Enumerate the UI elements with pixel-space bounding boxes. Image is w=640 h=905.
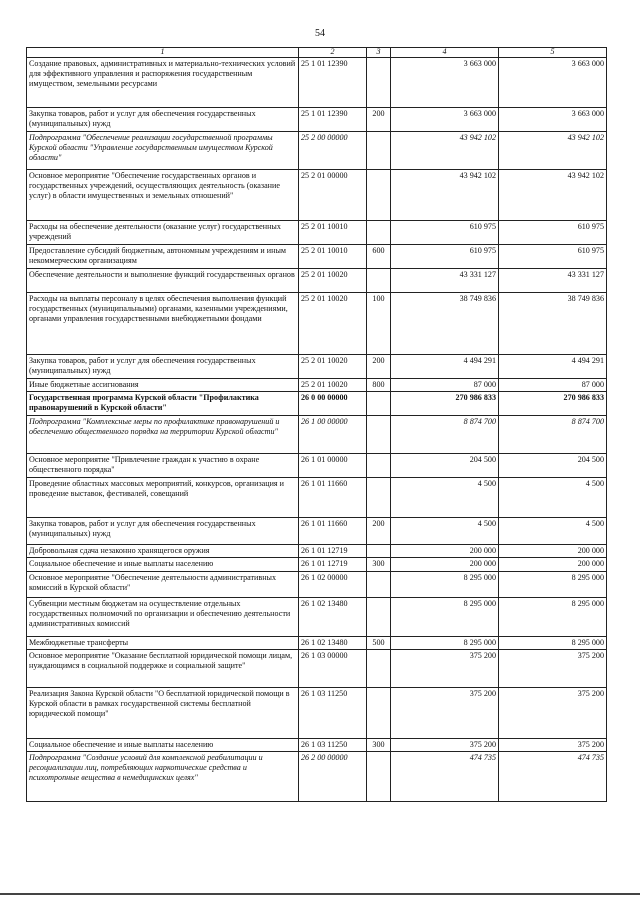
row-amount1-cell: 38 749 836 [391,293,499,355]
row-csr-cell: 25 2 01 10020 [299,379,367,392]
row-amount2-cell: 610 975 [499,221,607,245]
table-row [27,379,607,392]
row-amount2-cell: 4 494 291 [499,355,607,379]
table-row [27,355,607,379]
row-vr-cell [367,545,391,558]
row-name-cell: Расходы на обеспечение деятельности (оказание услуг) государственных учреждений [27,221,299,245]
row-name-cell: Социальное обеспечение и иные выплаты населению [27,738,299,751]
row-amount1-cell: 200 000 [391,545,499,558]
row-csr-cell: 26 1 01 11660 [299,518,367,545]
row-name-cell: Социальное обеспечение и иные выплаты населению [27,558,299,571]
row-csr-cell: 26 1 02 13480 [299,636,367,649]
row-amount2-cell: 200 000 [499,558,607,571]
row-csr-cell: 26 1 02 13480 [299,597,367,636]
row-name-cell: Реализация Закона Курской области "О бесплатной юридической помощи в Курской области в рамках государственной системы бесплатной юридической помощи" [27,687,299,738]
row-amount2-cell: 87 000 [499,379,607,392]
row-csr-cell: 25 2 01 10020 [299,269,367,293]
row-vr-cell [367,752,391,802]
column-header: 4 [391,48,499,58]
row-name-cell: Основное мероприятие "Обеспечение государственных органов и государственных учреждений, осуществляющих деятельность (оказание услуг) в области имущественных и земельных отношений" [27,170,299,221]
row-name-cell: Закупка товаров, работ и услуг для обеспечения государственных (муниципальных) нужд [27,518,299,545]
table-header-row [27,48,607,58]
row-vr-cell [367,454,391,478]
row-vr-cell: 300 [367,558,391,571]
column-header: 1 [27,48,299,58]
table-row [27,170,607,221]
row-vr-cell [367,649,391,687]
table-row [27,738,607,751]
row-vr-cell: 500 [367,636,391,649]
row-amount1-cell: 43 942 102 [391,170,499,221]
table-row [27,454,607,478]
row-vr-cell: 600 [367,245,391,269]
row-name-cell: Межбюджетные трансферты [27,636,299,649]
table-row [27,687,607,738]
table-row [27,545,607,558]
row-name-cell: Подпрограмма "Обеспечение реализации государственной программы Курской области "Управление государственным имуществом Курской области" [27,132,299,170]
row-amount2-cell: 3 663 000 [499,108,607,132]
row-amount1-cell: 474 735 [391,752,499,802]
row-name-cell: Подпрограмма "Создание условий для комплексной реабилитации и ресоциализации лиц, потребляющих наркотические средства и психотропные вещества в немедицинских целях" [27,752,299,802]
row-csr-cell: 26 1 00 00000 [299,416,367,454]
row-name-cell: Расходы на выплаты персоналу в целях обеспечения выполнения функций государственных (муниципальными) органами, казенными учреждениями, органами управления государственными внебюджетными фондами [27,293,299,355]
row-amount1-cell: 43 331 127 [391,269,499,293]
row-csr-cell: 26 2 00 00000 [299,752,367,802]
row-csr-cell: 26 1 02 00000 [299,571,367,597]
row-name-cell: Обеспечение деятельности и выполнение функций государственных органов [27,269,299,293]
row-vr-cell: 300 [367,738,391,751]
table-row [27,518,607,545]
row-csr-cell: 26 1 03 00000 [299,649,367,687]
row-amount1-cell: 3 663 000 [391,58,499,108]
table-row [27,636,607,649]
row-vr-cell: 200 [367,108,391,132]
row-amount1-cell: 87 000 [391,379,499,392]
row-name-cell: Государственная программа Курской области "Профилактика правонарушений в Курской области" [27,392,299,416]
table-row [27,597,607,636]
row-amount1-cell: 204 500 [391,454,499,478]
row-amount2-cell: 375 200 [499,649,607,687]
row-vr-cell [367,597,391,636]
row-amount1-cell: 4 494 291 [391,355,499,379]
row-vr-cell [367,269,391,293]
row-vr-cell [367,687,391,738]
column-header: 2 [299,48,367,58]
row-amount1-cell: 43 942 102 [391,132,499,170]
row-amount1-cell: 4 500 [391,478,499,518]
row-vr-cell: 200 [367,355,391,379]
row-amount2-cell: 38 749 836 [499,293,607,355]
table-row [27,571,607,597]
row-amount2-cell: 43 331 127 [499,269,607,293]
table-row [27,649,607,687]
row-vr-cell: 100 [367,293,391,355]
table-row [27,478,607,518]
row-amount2-cell: 474 735 [499,752,607,802]
row-vr-cell [367,392,391,416]
row-amount1-cell: 270 986 833 [391,392,499,416]
page-bottom-rule [0,893,640,895]
row-name-cell: Добровольная сдача незаконно хранящегося оружия [27,545,299,558]
table-row [27,245,607,269]
row-amount2-cell: 375 200 [499,738,607,751]
row-amount1-cell: 8 295 000 [391,597,499,636]
table-row [27,416,607,454]
row-name-cell: Основное мероприятие "Обеспечение деятельности административных комиссий в Курской области" [27,571,299,597]
row-vr-cell [367,221,391,245]
row-csr-cell: 26 1 03 11250 [299,738,367,751]
row-amount1-cell: 8 874 700 [391,416,499,454]
table-row [27,293,607,355]
row-vr-cell [367,170,391,221]
row-csr-cell: 25 2 01 00000 [299,170,367,221]
row-amount1-cell: 375 200 [391,649,499,687]
table-row [27,558,607,571]
row-csr-cell: 26 0 00 00000 [299,392,367,416]
row-amount2-cell: 4 500 [499,518,607,545]
row-amount2-cell: 8 295 000 [499,597,607,636]
row-amount2-cell: 8 874 700 [499,416,607,454]
row-amount2-cell: 8 295 000 [499,636,607,649]
row-vr-cell [367,132,391,170]
row-name-cell: Субвенции местным бюджетам на осуществление отдельных государственных полномочий по организации и обеспечению деятельности административных комиссий [27,597,299,636]
row-csr-cell: 26 1 01 11660 [299,478,367,518]
row-name-cell: Создание правовых, административных и материально-технических условий для эффективного управления и распоряжения государственным имуществом, земельными ресурсами [27,58,299,108]
column-header: 3 [367,48,391,58]
column-header: 5 [499,48,607,58]
row-amount1-cell: 375 200 [391,687,499,738]
row-name-cell: Основное мероприятие "Оказание бесплатной юридической помощи лицам, нуждающимся в социальной поддержке и социальной защите" [27,649,299,687]
row-amount2-cell: 200 000 [499,545,607,558]
table-row [27,108,607,132]
row-vr-cell [367,416,391,454]
row-amount2-cell: 270 986 833 [499,392,607,416]
row-name-cell: Закупка товаров, работ и услуг для обеспечения государственных (муниципальных) нужд [27,108,299,132]
row-vr-cell: 200 [367,518,391,545]
row-csr-cell: 25 2 00 00000 [299,132,367,170]
row-amount2-cell: 3 663 000 [499,58,607,108]
row-csr-cell: 25 2 01 10020 [299,293,367,355]
row-amount1-cell: 8 295 000 [391,636,499,649]
row-amount1-cell: 8 295 000 [391,571,499,597]
table-row [27,269,607,293]
row-vr-cell [367,478,391,518]
row-csr-cell: 25 1 01 12390 [299,108,367,132]
row-name-cell: Иные бюджетные ассигнования [27,379,299,392]
row-amount2-cell: 43 942 102 [499,132,607,170]
row-amount2-cell: 610 975 [499,245,607,269]
row-amount1-cell: 610 975 [391,245,499,269]
row-name-cell: Основное мероприятие "Привлечение граждан к участию в охране общественного порядка" [27,454,299,478]
table-row [27,58,607,108]
row-amount2-cell: 8 295 000 [499,571,607,597]
row-amount1-cell: 610 975 [391,221,499,245]
page-number: 54 [315,28,325,39]
table-row [27,752,607,802]
row-amount2-cell: 43 942 102 [499,170,607,221]
row-amount1-cell: 200 000 [391,558,499,571]
row-name-cell: Закупка товаров, работ и услуг для обеспечения государственных (муниципальных) нужд [27,355,299,379]
row-amount2-cell: 204 500 [499,454,607,478]
row-amount2-cell: 375 200 [499,687,607,738]
table-row [27,132,607,170]
table-row [27,392,607,416]
row-csr-cell: 25 2 01 10020 [299,355,367,379]
row-amount1-cell: 375 200 [391,738,499,751]
table-body [27,58,607,802]
row-name-cell: Предоставление субсидий бюджетным, автономным учреждениям и иным некоммерческим организациям [27,245,299,269]
row-amount2-cell: 4 500 [499,478,607,518]
row-name-cell: Проведение областных массовых мероприятий, конкурсов, организация и проведение выставок, фестивалей, совещаний [27,478,299,518]
row-amount1-cell: 3 663 000 [391,108,499,132]
row-csr-cell: 26 1 01 12719 [299,558,367,571]
row-csr-cell: 26 1 01 12719 [299,545,367,558]
row-amount1-cell: 4 500 [391,518,499,545]
row-vr-cell [367,571,391,597]
row-csr-cell: 26 1 03 11250 [299,687,367,738]
row-csr-cell: 25 2 01 10010 [299,245,367,269]
row-csr-cell: 26 1 01 00000 [299,454,367,478]
budget-table [26,47,607,802]
table-row [27,221,607,245]
row-csr-cell: 25 2 01 10010 [299,221,367,245]
row-csr-cell: 25 1 01 12390 [299,58,367,108]
row-vr-cell: 800 [367,379,391,392]
row-name-cell: Подпрограмма "Комплексные меры по профилактике правонарушений и обеспечению общественного порядка на территории Курской области" [27,416,299,454]
row-vr-cell [367,58,391,108]
